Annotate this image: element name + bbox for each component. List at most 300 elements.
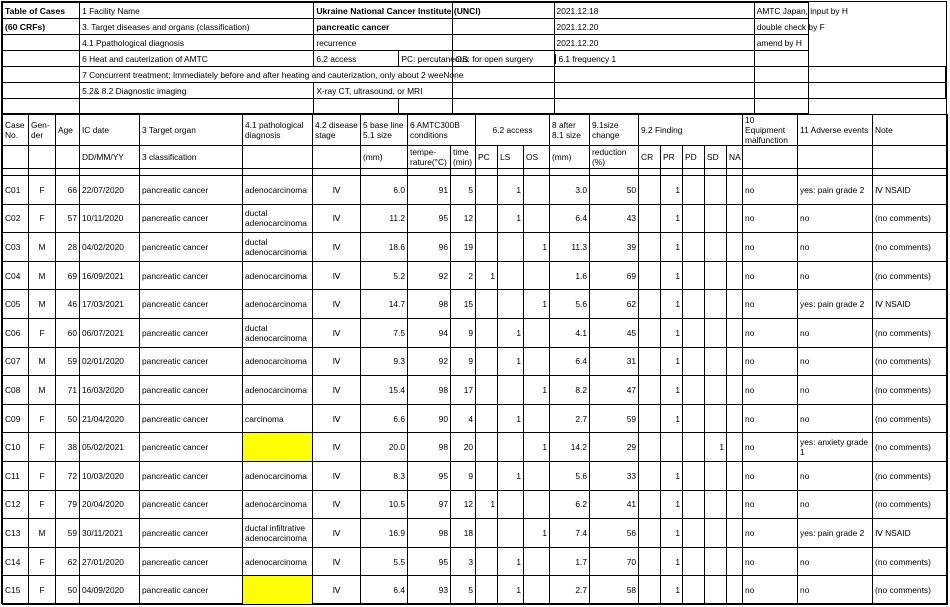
sub-date-format: DD/MM/YY bbox=[80, 146, 140, 169]
cell-access-os bbox=[524, 576, 550, 605]
sub-time: time (min) bbox=[451, 146, 476, 169]
cell-age: 59 bbox=[56, 347, 80, 376]
cell-gender: F bbox=[29, 318, 56, 347]
cell-time: 2 bbox=[451, 261, 476, 290]
metadata-table bbox=[2, 2, 946, 114]
col-gender: Gen-der bbox=[29, 115, 56, 146]
cell-access-ls: 1 bbox=[498, 576, 524, 605]
cell-finding-sd bbox=[705, 290, 727, 319]
sub-os: OS bbox=[524, 146, 550, 169]
cell-gender: F bbox=[29, 176, 56, 205]
cell-case-no: C13 bbox=[3, 519, 29, 548]
cell-finding-cr bbox=[639, 519, 661, 548]
table-row bbox=[3, 261, 948, 290]
cell-access-ls bbox=[498, 376, 524, 405]
cell-reduction: 58 bbox=[590, 576, 639, 605]
cell-temperature: 93 bbox=[408, 576, 451, 605]
cell-access-ls bbox=[498, 233, 524, 262]
cell-access-os: 1 bbox=[524, 376, 550, 405]
cell-finding-pd bbox=[683, 290, 705, 319]
cell-after-size: 11.3 bbox=[550, 233, 590, 262]
cell-note: (no comments) bbox=[873, 576, 948, 605]
cell-note: (no comments) bbox=[873, 204, 948, 233]
cell-finding-pr: 1 bbox=[661, 461, 683, 490]
cell-case-no: C12 bbox=[3, 490, 29, 519]
cell-gender: F bbox=[29, 576, 56, 605]
cell-access-pc bbox=[476, 404, 498, 433]
facility-value: Ukraine National Cancer Institute (UNCI) bbox=[314, 3, 453, 19]
cell-adverse: yes: anxiety grade 1 bbox=[798, 433, 873, 462]
cell-gender: M bbox=[29, 233, 56, 262]
cell-after-size: 3.0 bbox=[550, 176, 590, 205]
target-disease-value: pancreatic cancer bbox=[314, 19, 453, 35]
cell-note: (no comments) bbox=[873, 261, 948, 290]
cell-access-pc bbox=[476, 433, 498, 462]
cell-finding-pr: 1 bbox=[661, 519, 683, 548]
cell-finding-sd bbox=[705, 461, 727, 490]
cell-base-size: 18.6 bbox=[361, 233, 408, 262]
heat-label: 6 Heat and cauterization of AMTC bbox=[80, 51, 314, 67]
cell-access-pc bbox=[476, 347, 498, 376]
cell-access-os: 1 bbox=[524, 433, 550, 462]
cell-access-os bbox=[524, 347, 550, 376]
cell-access-os: 1 bbox=[524, 233, 550, 262]
os-legend bbox=[453, 51, 617, 67]
concurrent-value: None bbox=[443, 69, 464, 80]
cell-finding-cr bbox=[639, 576, 661, 605]
cell-access-os: 1 bbox=[524, 290, 550, 319]
cell-finding-pd bbox=[683, 347, 705, 376]
cell-target-organ: pancreatic cancer bbox=[140, 433, 243, 462]
cell-temperature: 90 bbox=[408, 404, 451, 433]
cell-age: 66 bbox=[56, 176, 80, 205]
cell-access-ls: 1 bbox=[498, 404, 524, 433]
cell-age: 57 bbox=[56, 204, 80, 233]
cell-disease-stage: Ⅳ bbox=[313, 204, 361, 233]
cell-path-diag: adenocarcinoma bbox=[243, 261, 313, 290]
cell-finding-pd bbox=[683, 376, 705, 405]
cell-ic-date: 10/11/2020 bbox=[80, 204, 140, 233]
cell-path-diag: carcinoma bbox=[243, 404, 313, 433]
cell-time: 12 bbox=[451, 204, 476, 233]
cell-reduction: 47 bbox=[590, 376, 639, 405]
concurrent-treatment bbox=[80, 67, 464, 83]
log-note: double check by F bbox=[754, 19, 808, 35]
cell-path-diag: adenocarcinoma bbox=[243, 547, 313, 576]
table-row bbox=[3, 204, 948, 233]
cell-finding-pd bbox=[683, 490, 705, 519]
cell-path-diag: adenocarcinoma bbox=[243, 176, 313, 205]
cell-note: Ⅳ NSAID bbox=[873, 290, 948, 319]
cell-after-size: 5.6 bbox=[550, 290, 590, 319]
cell-finding-pr: 1 bbox=[661, 233, 683, 262]
cell-base-size: 10.5 bbox=[361, 490, 408, 519]
cell-base-size: 6.6 bbox=[361, 404, 408, 433]
cell-gender: F bbox=[29, 204, 56, 233]
cell-case-no: C08 bbox=[3, 376, 29, 405]
cell-finding-na bbox=[727, 433, 743, 462]
cell-adverse: no bbox=[798, 261, 873, 290]
cell-access-pc bbox=[476, 519, 498, 548]
cell-finding-pr: 1 bbox=[661, 290, 683, 319]
col-note: Note bbox=[873, 115, 948, 146]
col-adverse: 11 Adverse events bbox=[798, 115, 873, 146]
cell-target-organ: pancreatic cancer bbox=[140, 233, 243, 262]
cell-age: 28 bbox=[56, 233, 80, 262]
cell-finding-pd bbox=[683, 461, 705, 490]
cell-ic-date: 05/02/2021 bbox=[80, 433, 140, 462]
sub-mm-2: (mm) bbox=[550, 146, 590, 169]
cell-access-ls: 1 bbox=[498, 204, 524, 233]
cell-finding-sd bbox=[705, 576, 727, 605]
cell-ic-date: 17/03/2021 bbox=[80, 290, 140, 319]
cell-path-diag: ductal adenocarcinoma bbox=[243, 318, 313, 347]
table-row bbox=[3, 404, 948, 433]
cell-finding-pr: 1 bbox=[661, 261, 683, 290]
cell-gender: F bbox=[29, 404, 56, 433]
col-target-organ: 3 Target organ bbox=[140, 115, 243, 146]
cell-disease-stage: Ⅳ bbox=[313, 233, 361, 262]
sub-temperature: tempe-rature(°C) bbox=[408, 146, 451, 169]
cell-reduction: 56 bbox=[590, 519, 639, 548]
table-row bbox=[3, 318, 948, 347]
cell-target-organ: pancreatic cancer bbox=[140, 204, 243, 233]
cell-temperature: 98 bbox=[408, 376, 451, 405]
cell-time: 5 bbox=[451, 576, 476, 605]
cell-access-ls bbox=[498, 290, 524, 319]
cell-finding-sd bbox=[705, 318, 727, 347]
cell-finding-sd bbox=[705, 519, 727, 548]
cell-path-diag: ductal adenocarcinoma bbox=[243, 233, 313, 262]
log-note: AMTC Japan, input by H bbox=[754, 3, 808, 19]
cell-finding-na bbox=[727, 576, 743, 605]
cell-reduction: 45 bbox=[590, 318, 639, 347]
cell-temperature: 94 bbox=[408, 318, 451, 347]
cell-adverse: yes: pain grade 2 bbox=[798, 290, 873, 319]
table-row bbox=[3, 461, 948, 490]
cell-access-ls bbox=[498, 261, 524, 290]
cell-finding-sd bbox=[705, 376, 727, 405]
cell-finding-sd bbox=[705, 176, 727, 205]
cell-adverse: no bbox=[798, 204, 873, 233]
cell-target-organ: pancreatic cancer bbox=[140, 290, 243, 319]
cell-case-no: C02 bbox=[3, 204, 29, 233]
cell-reduction: 29 bbox=[590, 433, 639, 462]
cell-target-organ: pancreatic cancer bbox=[140, 404, 243, 433]
sub-pd: PD bbox=[683, 146, 705, 169]
cell-note: (no comments) bbox=[873, 404, 948, 433]
cell-finding-na bbox=[727, 404, 743, 433]
cell-target-organ: pancreatic cancer bbox=[140, 261, 243, 290]
cell-adverse: no bbox=[798, 376, 873, 405]
cell-finding-na bbox=[727, 519, 743, 548]
cell-gender: M bbox=[29, 347, 56, 376]
cell-temperature: 92 bbox=[408, 347, 451, 376]
cell-path-diag: adenocarcinoma bbox=[243, 290, 313, 319]
cell-time: 4 bbox=[451, 404, 476, 433]
cell-finding-pr: 1 bbox=[661, 547, 683, 576]
cell-time: 19 bbox=[451, 233, 476, 262]
cell-access-os bbox=[524, 318, 550, 347]
sub-classification: 3 classification bbox=[140, 146, 243, 169]
cell-finding-pr: 1 bbox=[661, 576, 683, 605]
cell-path-diag bbox=[243, 576, 313, 605]
cell-path-diag: ductal adenocarcinoma bbox=[243, 204, 313, 233]
sub-pr: PR bbox=[661, 146, 683, 169]
cell-access-os bbox=[524, 176, 550, 205]
cell-gender: F bbox=[29, 433, 56, 462]
cell-age: 79 bbox=[56, 490, 80, 519]
cell-finding-cr bbox=[639, 233, 661, 262]
cell-finding-sd bbox=[705, 204, 727, 233]
cell-time: 9 bbox=[451, 318, 476, 347]
cell-finding-na bbox=[727, 376, 743, 405]
cell-time: 15 bbox=[451, 290, 476, 319]
cell-access-os bbox=[524, 490, 550, 519]
cell-after-size: 8.2 bbox=[550, 376, 590, 405]
cell-disease-stage: Ⅳ bbox=[313, 547, 361, 576]
cell-gender: M bbox=[29, 519, 56, 548]
cell-temperature: 98 bbox=[408, 290, 451, 319]
col-age: Age bbox=[56, 115, 80, 146]
cell-finding-pr: 1 bbox=[661, 376, 683, 405]
cell-disease-stage: Ⅳ bbox=[313, 176, 361, 205]
log-date: 2021.12.20 bbox=[554, 19, 754, 35]
cell-equipment: no bbox=[743, 461, 798, 490]
cell-reduction: 39 bbox=[590, 233, 639, 262]
table-row bbox=[3, 176, 948, 205]
log-date: 2021.12.20 bbox=[554, 35, 754, 51]
log-note: amend by H bbox=[754, 35, 808, 51]
cell-case-no: C09 bbox=[3, 404, 29, 433]
cell-case-no: C15 bbox=[3, 576, 29, 605]
cell-access-os bbox=[524, 404, 550, 433]
cell-after-size: 2.7 bbox=[550, 404, 590, 433]
cell-finding-cr bbox=[639, 204, 661, 233]
cell-equipment: no bbox=[743, 347, 798, 376]
cell-target-organ: pancreatic cancer bbox=[140, 176, 243, 205]
cell-finding-na bbox=[727, 461, 743, 490]
cell-ic-date: 04/02/2020 bbox=[80, 233, 140, 262]
sub-mm-1: (mm) bbox=[361, 146, 408, 169]
cell-equipment: no bbox=[743, 576, 798, 605]
cell-access-ls: 1 bbox=[498, 318, 524, 347]
cell-finding-pd bbox=[683, 519, 705, 548]
cell-reduction: 62 bbox=[590, 290, 639, 319]
cell-case-no: C14 bbox=[3, 547, 29, 576]
cell-case-no: C05 bbox=[3, 290, 29, 319]
cell-path-diag bbox=[243, 433, 313, 462]
cell-finding-cr bbox=[639, 404, 661, 433]
cell-base-size: 5.5 bbox=[361, 547, 408, 576]
cell-reduction: 41 bbox=[590, 490, 639, 519]
col-disease-stage: 4.2 disease stage bbox=[313, 115, 361, 146]
cell-disease-stage: Ⅳ bbox=[313, 347, 361, 376]
cell-note: (no comments) bbox=[873, 318, 948, 347]
cell-equipment: no bbox=[743, 433, 798, 462]
cell-ic-date: 10/03/2020 bbox=[80, 461, 140, 490]
cell-finding-na bbox=[727, 318, 743, 347]
cell-reduction: 69 bbox=[590, 261, 639, 290]
cell-ic-date: 06/07/2021 bbox=[80, 318, 140, 347]
cell-disease-stage: Ⅳ bbox=[313, 490, 361, 519]
cell-path-diag: adenocarcinoma bbox=[243, 347, 313, 376]
cell-finding-sd bbox=[705, 261, 727, 290]
table-row bbox=[3, 547, 948, 576]
cell-base-size: 11.2 bbox=[361, 204, 408, 233]
cell-access-pc bbox=[476, 576, 498, 605]
cell-gender: M bbox=[29, 261, 56, 290]
cell-equipment: no bbox=[743, 376, 798, 405]
cell-case-no: C03 bbox=[3, 233, 29, 262]
cell-equipment: no bbox=[743, 490, 798, 519]
table-row bbox=[3, 233, 948, 262]
cell-base-size: 5.2 bbox=[361, 261, 408, 290]
cell-access-os bbox=[524, 461, 550, 490]
cell-finding-pr: 1 bbox=[661, 204, 683, 233]
cell-case-no: C10 bbox=[3, 433, 29, 462]
cell-base-size: 15.4 bbox=[361, 376, 408, 405]
cell-gender: M bbox=[29, 290, 56, 319]
cell-reduction: 33 bbox=[590, 461, 639, 490]
cell-reduction: 59 bbox=[590, 404, 639, 433]
col-amtc: 6 AMTC300B conditions bbox=[408, 115, 476, 146]
cell-temperature: 98 bbox=[408, 433, 451, 462]
cell-access-pc bbox=[476, 461, 498, 490]
cell-case-no: C11 bbox=[3, 461, 29, 490]
cell-age: 71 bbox=[56, 376, 80, 405]
frequency-legend: 6.1 frequency 1 bbox=[555, 54, 616, 64]
cell-after-size: 1.6 bbox=[550, 261, 590, 290]
cell-temperature: 98 bbox=[408, 519, 451, 548]
target-disease-label: 3. Target diseases and organs (classification) bbox=[80, 19, 314, 35]
cell-age: 60 bbox=[56, 318, 80, 347]
cell-finding-pd bbox=[683, 176, 705, 205]
cell-temperature: 95 bbox=[408, 461, 451, 490]
cell-note: (no comments) bbox=[873, 376, 948, 405]
cell-equipment: no bbox=[743, 318, 798, 347]
cell-ic-date: 04/09/2020 bbox=[80, 576, 140, 605]
cell-after-size: 7.4 bbox=[550, 519, 590, 548]
cell-access-ls: 1 bbox=[498, 461, 524, 490]
cell-finding-pd bbox=[683, 318, 705, 347]
cell-finding-na bbox=[727, 176, 743, 205]
access-label: 6.2 access bbox=[314, 51, 399, 67]
cell-disease-stage: Ⅳ bbox=[313, 576, 361, 605]
cell-disease-stage: Ⅳ bbox=[313, 261, 361, 290]
cell-target-organ: pancreatic cancer bbox=[140, 347, 243, 376]
sub-na: NA bbox=[727, 146, 743, 169]
cell-finding-cr bbox=[639, 176, 661, 205]
cell-note: (no comments) bbox=[873, 233, 948, 262]
cell-after-size: 6.2 bbox=[550, 490, 590, 519]
pc-legend: PC: percutaneous bbox=[399, 51, 453, 67]
cell-ic-date: 21/04/2020 bbox=[80, 404, 140, 433]
cell-disease-stage: Ⅳ bbox=[313, 519, 361, 548]
cell-gender: F bbox=[29, 490, 56, 519]
cell-finding-pr bbox=[661, 433, 683, 462]
cell-access-pc bbox=[476, 547, 498, 576]
cell-base-size: 14.7 bbox=[361, 290, 408, 319]
cell-target-organ: pancreatic cancer bbox=[140, 547, 243, 576]
cell-finding-pd bbox=[683, 547, 705, 576]
cell-finding-cr bbox=[639, 433, 661, 462]
cell-equipment: no bbox=[743, 204, 798, 233]
cell-access-ls: 1 bbox=[498, 347, 524, 376]
cell-disease-stage: Ⅳ bbox=[313, 376, 361, 405]
cell-time: 18 bbox=[451, 519, 476, 548]
sub-reduction: reduction (%) bbox=[590, 146, 639, 169]
col-path-diag: 4.1 pathological diagnosis bbox=[243, 115, 313, 146]
facility-label: 1 Facility Name bbox=[80, 3, 314, 19]
cell-disease-stage: Ⅳ bbox=[313, 290, 361, 319]
cell-target-organ: pancreatic cancer bbox=[140, 376, 243, 405]
col-case-no: Case No. bbox=[3, 115, 29, 146]
cell-equipment: no bbox=[743, 404, 798, 433]
subheader-row bbox=[3, 146, 948, 169]
cell-note: (no comments) bbox=[873, 490, 948, 519]
cell-finding-pr: 1 bbox=[661, 347, 683, 376]
cell-temperature: 95 bbox=[408, 204, 451, 233]
cell-age: 38 bbox=[56, 433, 80, 462]
cell-finding-cr bbox=[639, 490, 661, 519]
cell-equipment: no bbox=[743, 261, 798, 290]
cell-finding-na bbox=[727, 347, 743, 376]
col-equipment: 10 Equipment malfunction bbox=[743, 115, 798, 146]
cell-access-pc bbox=[476, 376, 498, 405]
cell-target-organ: pancreatic cancer bbox=[140, 576, 243, 605]
cell-finding-cr bbox=[639, 376, 661, 405]
case-table-sheet bbox=[1, 1, 947, 604]
cell-after-size: 1.7 bbox=[550, 547, 590, 576]
cell-adverse: no bbox=[798, 490, 873, 519]
cell-adverse: no bbox=[798, 318, 873, 347]
cell-time: 17 bbox=[451, 376, 476, 405]
cell-finding-pd bbox=[683, 204, 705, 233]
sub-cr: CR bbox=[639, 146, 661, 169]
path-diag-label: 4.1 Ppathological diagnosis bbox=[80, 35, 314, 51]
column-header-row bbox=[3, 115, 948, 146]
cell-target-organ: pancreatic cancer bbox=[140, 318, 243, 347]
cell-adverse: no bbox=[798, 576, 873, 605]
cell-equipment: no bbox=[743, 233, 798, 262]
cell-reduction: 31 bbox=[590, 347, 639, 376]
col-access: 6.2 access bbox=[476, 115, 550, 146]
cell-finding-sd bbox=[705, 547, 727, 576]
cell-age: 69 bbox=[56, 261, 80, 290]
col-after: 8 after 8.1 size bbox=[550, 115, 590, 146]
cell-reduction: 43 bbox=[590, 204, 639, 233]
cell-path-diag: ductal infiltrative adenocarcinoma bbox=[243, 519, 313, 548]
cell-ic-date: 30/11/2021 bbox=[80, 519, 140, 548]
cell-target-organ: pancreatic cancer bbox=[140, 461, 243, 490]
cell-after-size: 2.7 bbox=[550, 576, 590, 605]
table-subtitle: (60 CRFs) bbox=[3, 19, 80, 35]
cell-access-pc bbox=[476, 233, 498, 262]
table-row bbox=[3, 490, 948, 519]
cell-age: 62 bbox=[56, 547, 80, 576]
cell-finding-pd bbox=[683, 261, 705, 290]
cell-gender: F bbox=[29, 461, 56, 490]
cell-age: 59 bbox=[56, 519, 80, 548]
cell-after-size: 14.2 bbox=[550, 433, 590, 462]
col-size-change: 9.1size change bbox=[590, 115, 639, 146]
imaging-value: X-ray CT, ultrasound, or MRI bbox=[314, 83, 453, 99]
cell-access-ls: 1 bbox=[498, 176, 524, 205]
cell-adverse: no bbox=[798, 461, 873, 490]
cell-disease-stage: Ⅳ bbox=[313, 404, 361, 433]
cell-age: 50 bbox=[56, 404, 80, 433]
